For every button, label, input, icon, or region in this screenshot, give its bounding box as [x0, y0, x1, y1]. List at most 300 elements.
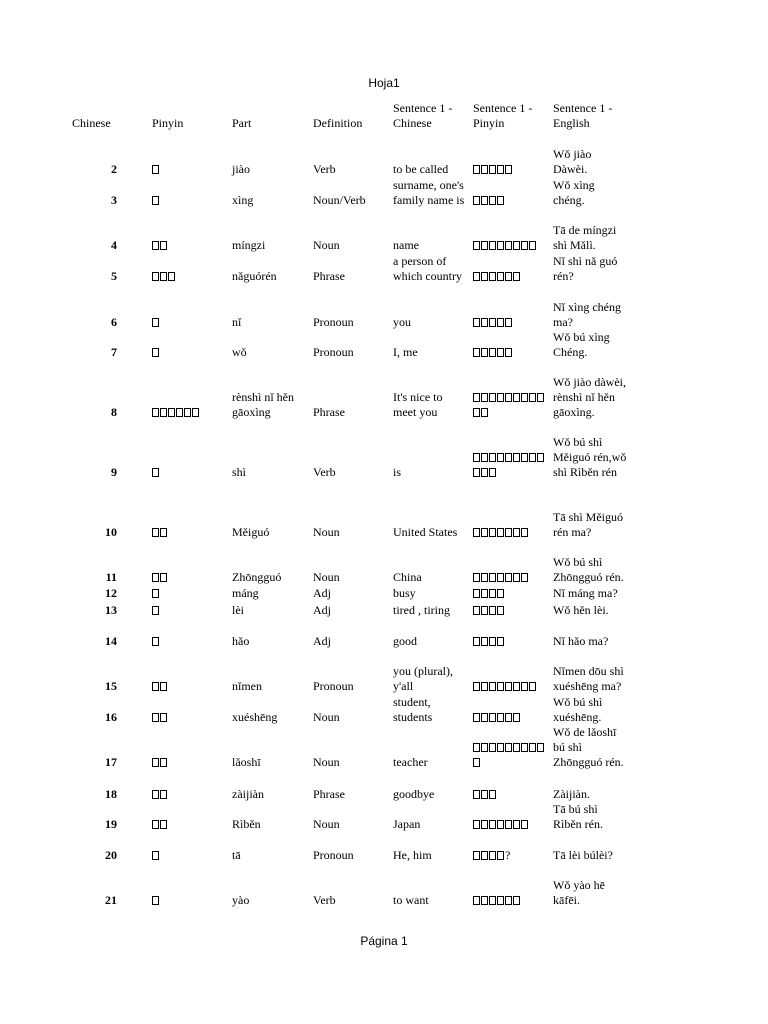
definition-cell: you (plural), y'all	[393, 664, 453, 693]
part-of-speech-cell: Noun/Verb	[313, 193, 366, 207]
missing-glyph-icon	[152, 165, 159, 174]
missing-glyph-icon	[481, 606, 488, 615]
header-chinese: Chinese	[72, 116, 111, 130]
missing-glyph-icon	[152, 682, 159, 691]
part-of-speech-cell: Adj	[313, 603, 331, 617]
missing-glyph-icon	[473, 637, 480, 646]
chinese-word	[152, 787, 168, 802]
missing-glyph-icon	[481, 453, 488, 462]
missing-glyph-icon	[160, 528, 167, 537]
missing-glyph-icon	[497, 318, 504, 327]
definition-cell: you	[393, 315, 411, 329]
missing-glyph-icon	[489, 851, 496, 860]
missing-glyph-icon	[521, 528, 528, 537]
missing-glyph-icon	[489, 743, 496, 752]
definition-cell: busy	[393, 586, 416, 600]
missing-glyph-icon	[481, 713, 488, 722]
missing-glyph-icon	[489, 790, 496, 799]
chinese-word	[152, 755, 168, 770]
header-pinyin: Pinyin	[152, 116, 184, 130]
definition-cell: tired , tiring	[393, 603, 450, 617]
sentence-english-cell: Tā shì Měiguó rén ma?	[553, 510, 623, 539]
pinyin-cell: máng	[232, 586, 259, 600]
part-of-speech-cell: Verb	[313, 893, 336, 907]
part-of-speech-cell: Pronoun	[313, 345, 354, 359]
missing-glyph-icon	[521, 573, 528, 582]
pinyin-cell: lèi	[232, 603, 244, 617]
missing-glyph-icon	[481, 820, 488, 829]
row-number: 16	[105, 710, 117, 724]
missing-glyph-icon	[473, 318, 480, 327]
row-number: 20	[105, 848, 117, 862]
sentence-chinese-cell	[473, 586, 551, 601]
missing-glyph-icon	[473, 453, 480, 462]
header-definition: Definition	[313, 116, 363, 130]
chinese-word	[152, 525, 168, 540]
missing-glyph-icon	[505, 713, 512, 722]
sentence-chinese-cell	[473, 787, 551, 802]
missing-glyph-icon	[152, 713, 159, 722]
missing-glyph-icon	[489, 272, 496, 281]
pinyin-cell: nǐmen	[232, 679, 262, 693]
missing-glyph-icon	[521, 820, 528, 829]
missing-glyph-icon	[160, 713, 167, 722]
missing-glyph-icon	[481, 896, 488, 905]
missing-glyph-icon	[497, 196, 504, 205]
missing-glyph-icon	[473, 408, 480, 417]
missing-glyph-icon	[497, 896, 504, 905]
pinyin-cell: shì	[232, 465, 247, 479]
header-sentence-pinyin: Sentence 1 - Pinyin	[473, 101, 533, 130]
missing-glyph-icon	[497, 820, 504, 829]
sentence-english-cell: Tā lèi búlèi?	[553, 848, 613, 862]
part-of-speech-cell: Noun	[313, 710, 340, 724]
missing-glyph-icon	[489, 393, 496, 402]
missing-glyph-icon	[152, 637, 159, 646]
missing-glyph-icon	[152, 318, 159, 327]
missing-glyph-icon	[529, 393, 536, 402]
row-number: 9	[111, 465, 117, 479]
missing-glyph-icon	[497, 348, 504, 357]
sentence-english-cell: Tā de míngzi shì Mǎlì.	[553, 223, 617, 252]
sentence-english-cell: Nǐmen dōu shì xuéshēng ma?	[553, 664, 624, 693]
sentence-english-cell: Wǒ jiào Dàwèi.	[553, 147, 592, 176]
definition-cell: surname, one's family name is	[393, 178, 465, 207]
chinese-word	[152, 405, 200, 420]
pinyin-cell: míngzi	[232, 238, 266, 252]
missing-glyph-icon	[505, 393, 512, 402]
missing-glyph-icon	[489, 637, 496, 646]
chinese-word	[152, 817, 168, 832]
sentence-chinese-cell	[473, 679, 551, 694]
missing-glyph-icon	[505, 348, 512, 357]
missing-glyph-icon	[497, 637, 504, 646]
part-of-speech-cell: Adj	[313, 586, 331, 600]
sentence-english-cell: Wǒ bú shì xuéshēng.	[553, 695, 603, 724]
missing-glyph-icon	[168, 272, 175, 281]
missing-glyph-icon	[152, 468, 159, 477]
missing-glyph-icon	[529, 453, 536, 462]
missing-glyph-icon	[152, 606, 159, 615]
row-number: 18	[105, 787, 117, 801]
missing-glyph-icon	[481, 589, 488, 598]
sentence-suffix: ?	[505, 848, 511, 862]
missing-glyph-icon	[489, 573, 496, 582]
chinese-word	[152, 634, 160, 649]
pinyin-cell: nǐ	[232, 315, 242, 329]
missing-glyph-icon	[160, 820, 167, 829]
missing-glyph-icon	[152, 573, 159, 582]
missing-glyph-icon	[513, 241, 520, 250]
row-number: 4	[111, 238, 117, 252]
missing-glyph-icon	[489, 589, 496, 598]
missing-glyph-icon	[497, 743, 504, 752]
missing-glyph-icon	[152, 851, 159, 860]
missing-glyph-icon	[160, 758, 167, 767]
missing-glyph-icon	[481, 241, 488, 250]
sentence-english-cell: Nǐ máng ma?	[553, 586, 618, 600]
missing-glyph-icon	[473, 272, 480, 281]
sentence-english-cell: Zàijiàn.	[553, 787, 590, 801]
definition-cell: a person of which country	[393, 254, 462, 283]
sentence-english-cell: Wǒ jiào dàwèi, rènshì nǐ hěn gāoxìng.	[553, 375, 626, 419]
chinese-word	[152, 603, 160, 618]
missing-glyph-icon	[513, 743, 520, 752]
missing-glyph-icon	[152, 790, 159, 799]
missing-glyph-icon	[481, 272, 488, 281]
missing-glyph-icon	[160, 408, 167, 417]
missing-glyph-icon	[513, 713, 520, 722]
row-number: 21	[105, 893, 117, 907]
sentence-chinese-cell	[473, 740, 551, 770]
chinese-word	[152, 315, 160, 330]
missing-glyph-icon	[497, 682, 504, 691]
part-of-speech-cell: Pronoun	[313, 848, 354, 862]
sentence-chinese-cell	[473, 345, 551, 360]
missing-glyph-icon	[481, 528, 488, 537]
row-number: 14	[105, 634, 117, 648]
missing-glyph-icon	[497, 165, 504, 174]
missing-glyph-icon	[152, 196, 159, 205]
chinese-word	[152, 893, 160, 908]
definition-cell: China	[393, 570, 422, 584]
sentence-english-cell: Wǒ bú shì Zhōngguó rén.	[553, 555, 624, 584]
definition-cell: to be called	[393, 162, 449, 176]
pinyin-cell: rènshì nǐ hěn gāoxìng	[232, 390, 294, 419]
missing-glyph-icon	[473, 528, 480, 537]
missing-glyph-icon	[152, 408, 159, 417]
missing-glyph-icon	[521, 743, 528, 752]
missing-glyph-icon	[513, 528, 520, 537]
missing-glyph-icon	[152, 272, 159, 281]
chinese-word	[152, 238, 168, 253]
missing-glyph-icon	[473, 573, 480, 582]
missing-glyph-icon	[152, 348, 159, 357]
missing-glyph-icon	[184, 408, 191, 417]
missing-glyph-icon	[473, 606, 480, 615]
sentence-english-cell: Nǐ hǎo ma?	[553, 634, 609, 648]
chinese-word	[152, 193, 160, 208]
chinese-word	[152, 269, 176, 284]
missing-glyph-icon	[513, 573, 520, 582]
pinyin-cell: wǒ	[232, 345, 247, 359]
missing-glyph-icon	[481, 743, 488, 752]
row-number: 5	[111, 269, 117, 283]
missing-glyph-icon	[489, 241, 496, 250]
part-of-speech-cell: Noun	[313, 525, 340, 539]
sentence-english-cell: Nǐ shì nǎ guó rén?	[553, 254, 618, 283]
missing-glyph-icon	[497, 851, 504, 860]
missing-glyph-icon	[505, 528, 512, 537]
missing-glyph-icon	[473, 165, 480, 174]
missing-glyph-icon	[473, 241, 480, 250]
pinyin-cell: yào	[232, 893, 250, 907]
definition-cell: I, me	[393, 345, 418, 359]
pinyin-cell: lǎoshī	[232, 755, 261, 769]
missing-glyph-icon	[473, 393, 480, 402]
row-number: 6	[111, 315, 117, 329]
missing-glyph-icon	[160, 573, 167, 582]
missing-glyph-icon	[481, 196, 488, 205]
missing-glyph-icon	[473, 896, 480, 905]
missing-glyph-icon	[152, 896, 159, 905]
missing-glyph-icon	[497, 241, 504, 250]
missing-glyph-icon	[497, 713, 504, 722]
missing-glyph-icon	[505, 820, 512, 829]
missing-glyph-icon	[497, 573, 504, 582]
missing-glyph-icon	[489, 318, 496, 327]
missing-glyph-icon	[505, 165, 512, 174]
pinyin-cell: jiào	[232, 162, 250, 176]
definition-cell: He, him	[393, 848, 432, 862]
row-number: 7	[111, 345, 117, 359]
missing-glyph-icon	[481, 637, 488, 646]
part-of-speech-cell: Noun	[313, 570, 340, 584]
sentence-chinese-cell	[473, 603, 551, 618]
missing-glyph-icon	[537, 393, 544, 402]
missing-glyph-icon	[473, 713, 480, 722]
chinese-word	[152, 465, 160, 480]
missing-glyph-icon	[489, 713, 496, 722]
missing-glyph-icon	[473, 758, 480, 767]
row-number: 11	[105, 570, 117, 584]
missing-glyph-icon	[489, 682, 496, 691]
missing-glyph-icon	[529, 241, 536, 250]
sentence-chinese-cell	[473, 450, 551, 480]
missing-glyph-icon	[505, 743, 512, 752]
missing-glyph-icon	[176, 408, 183, 417]
pinyin-cell: hǎo	[232, 634, 250, 648]
missing-glyph-icon	[160, 682, 167, 691]
missing-glyph-icon	[481, 348, 488, 357]
chinese-word	[152, 570, 168, 585]
header-part: Part	[232, 116, 252, 130]
chinese-word	[152, 586, 160, 601]
part-of-speech-cell: Verb	[313, 162, 336, 176]
missing-glyph-icon	[160, 790, 167, 799]
definition-cell: It's nice to meet you	[393, 390, 443, 419]
sentence-chinese-cell	[473, 193, 551, 208]
sentence-chinese-cell	[473, 817, 551, 832]
missing-glyph-icon	[489, 606, 496, 615]
definition-cell: United States	[393, 525, 458, 539]
missing-glyph-icon	[497, 272, 504, 281]
missing-glyph-icon	[481, 165, 488, 174]
missing-glyph-icon	[481, 408, 488, 417]
missing-glyph-icon	[497, 528, 504, 537]
missing-glyph-icon	[481, 573, 488, 582]
missing-glyph-icon	[505, 272, 512, 281]
missing-glyph-icon	[537, 743, 544, 752]
sentence-chinese-cell	[473, 269, 551, 284]
missing-glyph-icon	[497, 393, 504, 402]
missing-glyph-icon	[473, 790, 480, 799]
missing-glyph-icon	[481, 682, 488, 691]
missing-glyph-icon	[521, 241, 528, 250]
missing-glyph-icon	[152, 758, 159, 767]
chinese-word	[152, 848, 160, 863]
definition-cell: teacher	[393, 755, 428, 769]
missing-glyph-icon	[152, 820, 159, 829]
pinyin-cell: Rìběn	[232, 817, 261, 831]
missing-glyph-icon	[473, 820, 480, 829]
sentence-chinese-cell	[473, 634, 551, 649]
missing-glyph-icon	[168, 408, 175, 417]
missing-glyph-icon	[481, 468, 488, 477]
missing-glyph-icon	[481, 851, 488, 860]
missing-glyph-icon	[152, 528, 159, 537]
part-of-speech-cell: Verb	[313, 465, 336, 479]
missing-glyph-icon	[537, 453, 544, 462]
definition-cell: name	[393, 238, 419, 252]
part-of-speech-cell: Noun	[313, 238, 340, 252]
part-of-speech-cell: Phrase	[313, 269, 345, 283]
missing-glyph-icon	[505, 241, 512, 250]
part-of-speech-cell: Phrase	[313, 405, 345, 419]
missing-glyph-icon	[489, 896, 496, 905]
row-number: 17	[105, 755, 117, 769]
missing-glyph-icon	[473, 348, 480, 357]
pinyin-cell: Měiguó	[232, 525, 270, 539]
missing-glyph-icon	[489, 468, 496, 477]
chinese-word	[152, 162, 160, 177]
missing-glyph-icon	[529, 682, 536, 691]
missing-glyph-icon	[473, 851, 480, 860]
chinese-word	[152, 345, 160, 360]
definition-cell: Japan	[393, 817, 421, 831]
missing-glyph-icon	[513, 820, 520, 829]
sentence-english-cell: Nǐ xìng chéng ma?	[553, 300, 621, 329]
row-number: 13	[105, 603, 117, 617]
sentence-chinese-cell	[473, 238, 551, 253]
sentence-chinese-cell	[473, 710, 551, 725]
missing-glyph-icon	[513, 682, 520, 691]
part-of-speech-cell: Noun	[313, 817, 340, 831]
part-of-speech-cell: Pronoun	[313, 315, 354, 329]
part-of-speech-cell: Phrase	[313, 787, 345, 801]
missing-glyph-icon	[489, 528, 496, 537]
sentence-english-cell: Wǒ xìng chéng.	[553, 178, 595, 207]
chinese-word	[152, 679, 168, 694]
missing-glyph-icon	[192, 408, 199, 417]
sentence-chinese-cell	[473, 848, 551, 863]
missing-glyph-icon	[513, 272, 520, 281]
header-sentence-english: Sentence 1 - English	[553, 101, 613, 130]
row-number: 15	[105, 679, 117, 693]
missing-glyph-icon	[505, 682, 512, 691]
definition-cell: good	[393, 634, 417, 648]
sentence-chinese-cell	[473, 315, 551, 330]
sheet-title: Hoja1	[368, 76, 400, 90]
definition-cell: goodbye	[393, 787, 435, 801]
pinyin-cell: xuéshēng	[232, 710, 278, 724]
row-number: 3	[111, 193, 117, 207]
pinyin-cell: zàijiàn	[232, 787, 264, 801]
sentence-english-cell: Wǒ de lǎoshī bú shì Zhōngguó rén.	[553, 725, 624, 769]
missing-glyph-icon	[505, 453, 512, 462]
missing-glyph-icon	[505, 573, 512, 582]
missing-glyph-icon	[481, 318, 488, 327]
row-number: 8	[111, 405, 117, 419]
sentence-chinese-cell	[473, 390, 551, 420]
missing-glyph-icon	[521, 682, 528, 691]
missing-glyph-icon	[505, 896, 512, 905]
missing-glyph-icon	[473, 743, 480, 752]
sentence-chinese-cell	[473, 162, 551, 177]
chinese-word	[152, 710, 168, 725]
missing-glyph-icon	[497, 453, 504, 462]
missing-glyph-icon	[513, 393, 520, 402]
part-of-speech-cell: Pronoun	[313, 679, 354, 693]
missing-glyph-icon	[521, 393, 528, 402]
missing-glyph-icon	[489, 453, 496, 462]
missing-glyph-icon	[473, 682, 480, 691]
missing-glyph-icon	[473, 589, 480, 598]
definition-cell: student, students	[393, 695, 433, 724]
missing-glyph-icon	[505, 318, 512, 327]
part-of-speech-cell: Noun	[313, 755, 340, 769]
missing-glyph-icon	[481, 790, 488, 799]
page-footer: Página 1	[360, 934, 408, 948]
sentence-english-cell: Wǒ hěn lèi.	[553, 603, 609, 617]
pinyin-cell: Zhōngguó	[232, 570, 282, 584]
sentence-chinese-cell	[473, 570, 551, 585]
definition-cell: to want	[393, 893, 429, 907]
sentence-chinese-cell	[473, 893, 551, 908]
sentence-english-cell: Wǒ yào hē kāfēi.	[553, 878, 605, 907]
sentence-english-cell: Tā bú shì Rìběn rén.	[553, 802, 603, 831]
missing-glyph-icon	[521, 453, 528, 462]
missing-glyph-icon	[513, 453, 520, 462]
missing-glyph-icon	[497, 606, 504, 615]
row-number: 2	[111, 162, 117, 176]
missing-glyph-icon	[481, 393, 488, 402]
missing-glyph-icon	[497, 589, 504, 598]
sentence-english-cell: Wǒ bú xìng Chéng.	[553, 330, 610, 359]
sentence-english-cell: Wǒ bú shì Měiguó rén,wǒ shì Rìběn rén	[553, 435, 627, 479]
header-sentence-chinese: Sentence 1 - Chinese	[393, 101, 453, 130]
sentence-chinese-cell	[473, 525, 551, 540]
part-of-speech-cell: Adj	[313, 634, 331, 648]
missing-glyph-icon	[489, 820, 496, 829]
pinyin-cell: tā	[232, 848, 241, 862]
missing-glyph-icon	[473, 196, 480, 205]
missing-glyph-icon	[160, 241, 167, 250]
missing-glyph-icon	[513, 896, 520, 905]
pinyin-cell: nǎguórén	[232, 269, 277, 283]
missing-glyph-icon	[152, 589, 159, 598]
row-number: 12	[105, 586, 117, 600]
